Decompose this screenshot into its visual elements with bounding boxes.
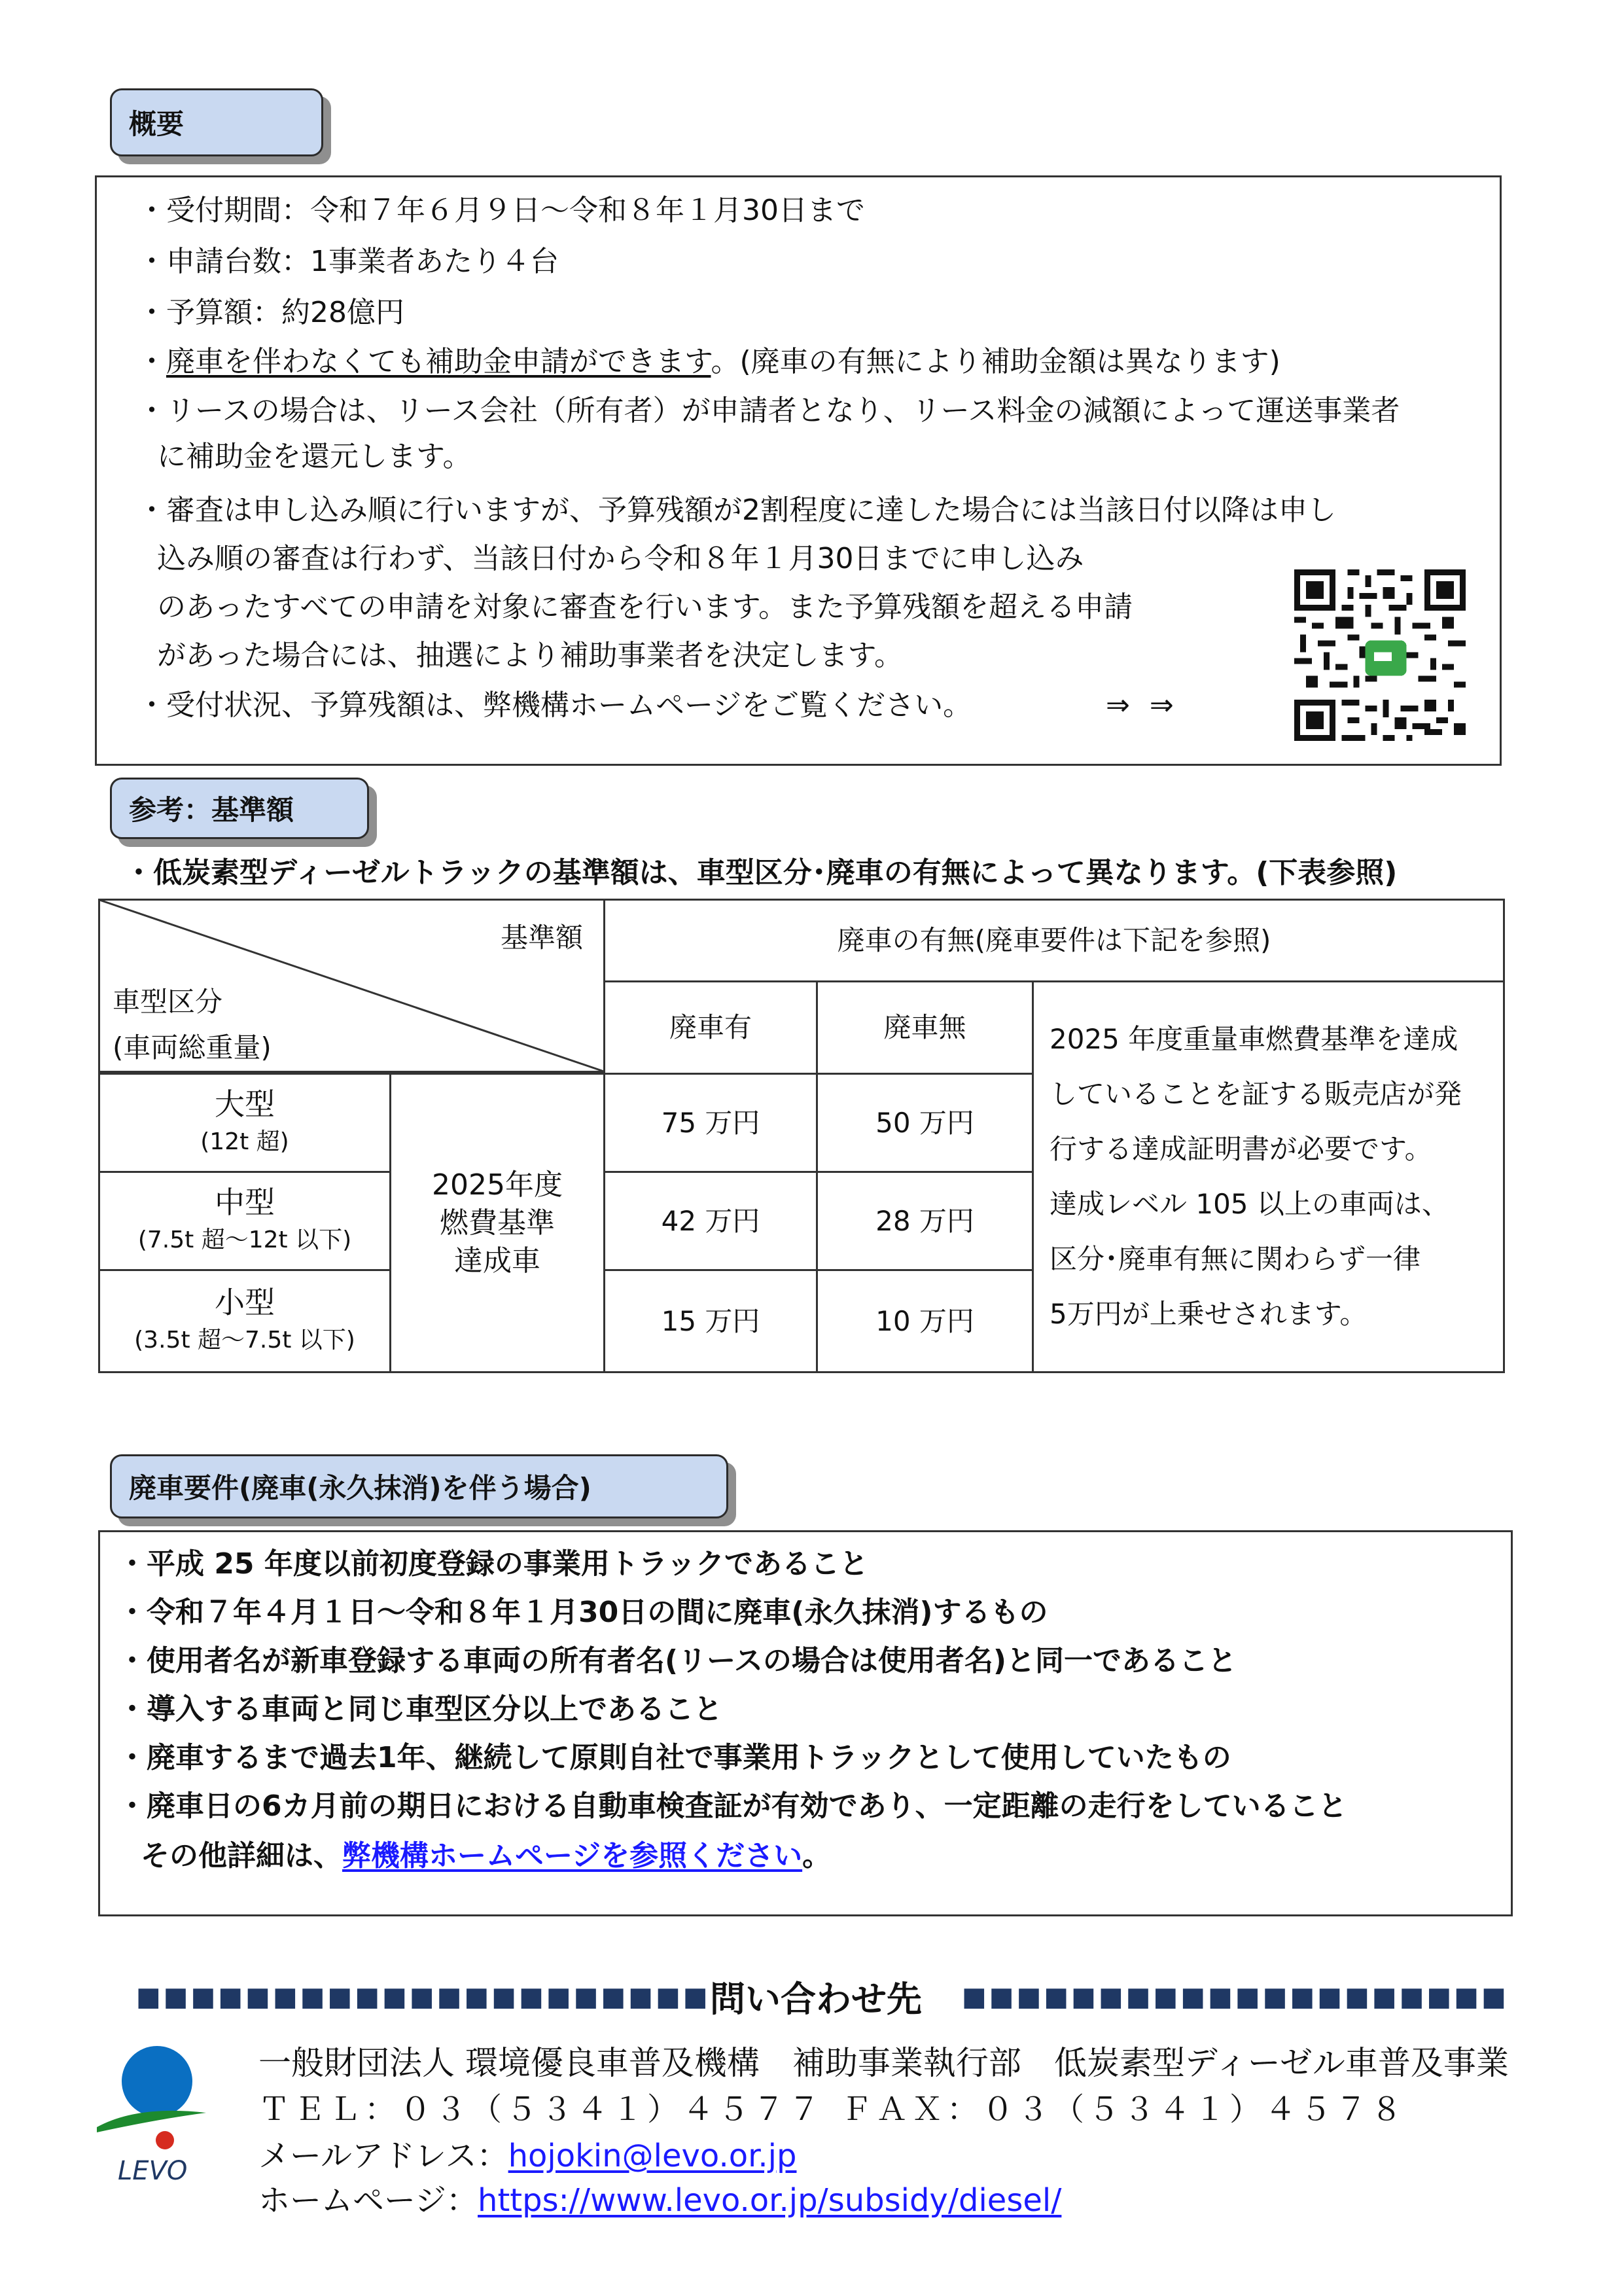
separator-left: ■■■■■■■■■■■■■■■■■■■■■ bbox=[136, 1982, 711, 2012]
logo-text: LEVO bbox=[118, 2156, 188, 2186]
criteria-cell bbox=[389, 1073, 605, 1373]
scrap-line-1: ・平成 25 年度以前初度登録の事業用トラックであること bbox=[118, 1547, 868, 1581]
amount-medium-with: 42 万円 bbox=[603, 1171, 818, 1271]
status-line: ・受付状況、予算残額は、弊機構ホームページをご覧ください。 bbox=[137, 689, 972, 722]
amount-small-without: 10 万円 bbox=[816, 1269, 1034, 1373]
web-row bbox=[258, 2179, 1061, 2221]
note-line-6: 5万円が上乗せされます。 bbox=[1050, 1298, 1368, 1330]
header-scrap: 廃車の有無(廃車要件は下記を参照) bbox=[603, 899, 1505, 982]
no-scrap-notice: 廃車を伴わなくても補助金申請ができます bbox=[166, 345, 711, 378]
class-small: 小型 bbox=[215, 1284, 275, 1320]
arrows: ⇒ ⇒ bbox=[1106, 689, 1179, 722]
criteria-label: 2025年度燃費基準達成車 bbox=[432, 1168, 563, 1278]
levo-logo-icon bbox=[92, 2042, 209, 2193]
lease-line-1: ・リースの場合は、リース会社（所有者）が申請者となり、リース料金の減額によって運送事業者 bbox=[137, 394, 1400, 427]
reference-tab bbox=[110, 778, 369, 839]
fax-number: ＦＡＸ：０３（５３４１）４５７８ bbox=[841, 2092, 1407, 2127]
scrap-line-4: ・導入する車両と同じ車型区分以上であること bbox=[118, 1693, 722, 1726]
scrap-requirements-tab bbox=[110, 1454, 728, 1518]
review-line-1: ・審査は申し込み順に行いますが、予算残額が2割程度に達した場合には当該日付以降は申し bbox=[137, 493, 1336, 527]
qr-code-icon[interactable] bbox=[1294, 569, 1466, 741]
review-line-4: があった場合には、抽選により補助事業者を決定します。 bbox=[157, 639, 904, 672]
review-line-3: のあったすべての申請を対象に審査を行います。また予算残額を超える申請 bbox=[157, 590, 1133, 624]
class-small-range: (3.5t 超～7.5t 以下) bbox=[134, 1326, 355, 1354]
table-row-class bbox=[98, 1171, 391, 1271]
lease-line-2: に補助金を還元します。 bbox=[157, 440, 472, 473]
mail-row bbox=[258, 2135, 796, 2177]
header-with-scrap: 廃車有 bbox=[603, 980, 818, 1075]
reference-intro: ・低炭素型ディーゼルトラックの基準額は、車型区分･廃車の有無によって異なります。(下表参照) bbox=[124, 856, 1398, 889]
web-link[interactable]: https://www.levo.or.jp/subsidy/diesel/ bbox=[478, 2182, 1062, 2219]
overview-tab bbox=[110, 88, 323, 156]
mail-label: メールアドレス： bbox=[258, 2138, 508, 2174]
review-line-2: 込み順の審査は行わず、当該日付から令和８年１月30日までに申し込み bbox=[157, 542, 1084, 575]
amount-small-with: 15 万円 bbox=[603, 1269, 818, 1373]
contact-title: 問い合わせ先 bbox=[710, 1979, 922, 2020]
header-vehicle-weight: (車両総重量) bbox=[113, 1031, 272, 1064]
note-line-4: 達成レベル 105 以上の車両は、 bbox=[1050, 1188, 1449, 1220]
scrap-other-details bbox=[141, 1837, 831, 1876]
no-scrap-note: 。(廃車の有無により補助金額は異なります) bbox=[711, 345, 1280, 378]
web-label: ホームページ： bbox=[258, 2182, 478, 2219]
other-prefix: その他詳細は、 bbox=[141, 1839, 342, 1873]
homepage-reference-link[interactable]: 弊機構ホームページを参照ください bbox=[342, 1839, 803, 1873]
note-line-1: 2025 年度重量車燃費基準を達成 bbox=[1050, 1023, 1458, 1055]
amount-large-with: 75 万円 bbox=[603, 1073, 818, 1173]
amount-medium-without: 28 万円 bbox=[816, 1171, 1034, 1271]
note-cell bbox=[1032, 980, 1505, 1373]
header-without-scrap: 廃車無 bbox=[816, 980, 1034, 1075]
mail-link[interactable]: hojokin@levo.or.jp bbox=[508, 2138, 797, 2174]
reference-tab-label: 参考：基準額 bbox=[129, 794, 294, 826]
class-medium: 中型 bbox=[215, 1184, 275, 1220]
note-line-3: 行する達成証明書が必要です。 bbox=[1050, 1133, 1432, 1165]
class-large-range: (12t 超) bbox=[200, 1128, 289, 1155]
scrap-line-6: ・廃車日の6カ月前の期日における自動車検査証が有効であり、一定距離の走行をしていること bbox=[118, 1789, 1347, 1823]
table-row-class bbox=[98, 1073, 391, 1173]
base-amount-table bbox=[98, 899, 1505, 1373]
class-medium-range: (7.5t 超～12t 以下) bbox=[137, 1226, 352, 1253]
table-row-class bbox=[98, 1269, 391, 1373]
header-vehicle-class: 車型区分 bbox=[113, 986, 223, 1018]
amount-large-without: 50 万円 bbox=[816, 1073, 1034, 1173]
note-line-2: していることを証する販売店が発 bbox=[1050, 1078, 1462, 1110]
separator-right: ■■■■■■■■■■■■■■■■■■■■ bbox=[962, 1982, 1509, 2012]
overview-line-2: ・申請台数：1事業者あたり４台 bbox=[137, 245, 559, 278]
org-name: 一般財団法人 環境優良車普及機構 補助事業執行部 低炭素型ディーゼル車普及事業 bbox=[258, 2044, 1509, 2082]
scrap-line-5: ・廃車するまで過去1年、継続して原則自社で事業用トラックとして使用していたもの bbox=[118, 1741, 1231, 1774]
scrap-requirements-tab-label: 廃車要件(廃車(永久抹消)を伴う場合) bbox=[129, 1472, 591, 1504]
class-large: 大型 bbox=[215, 1086, 275, 1122]
tel-number[interactable]: ＴＥＬ：０３（５３４１）４５７７ bbox=[258, 2092, 824, 2127]
scrap-line-2: ・令和７年４月１日～令和８年１月30日の間に廃車(永久抹消)するもの bbox=[118, 1596, 1048, 1629]
overview-line-3: ・予算額：約28億円 bbox=[137, 296, 404, 329]
note-line-5: 区分･廃車有無に関わらず一律 bbox=[1050, 1243, 1421, 1275]
overview-line-4: ・廃車を伴わなくても補助金申請ができます。(廃車の有無により補助金額は異なります) bbox=[137, 345, 1280, 378]
other-suffix: 。 bbox=[802, 1839, 832, 1873]
header-base-amount: 基準額 bbox=[501, 922, 584, 954]
overview-line-1: ・受付期間：令和７年６月９日～令和８年１月30日まで bbox=[137, 194, 865, 227]
overview-tab-label: 概要 bbox=[129, 108, 185, 140]
scrap-line-3: ・使用者名が新車登録する車両の所有者名(リースの場合は使用者名)と同一であること bbox=[118, 1644, 1237, 1677]
